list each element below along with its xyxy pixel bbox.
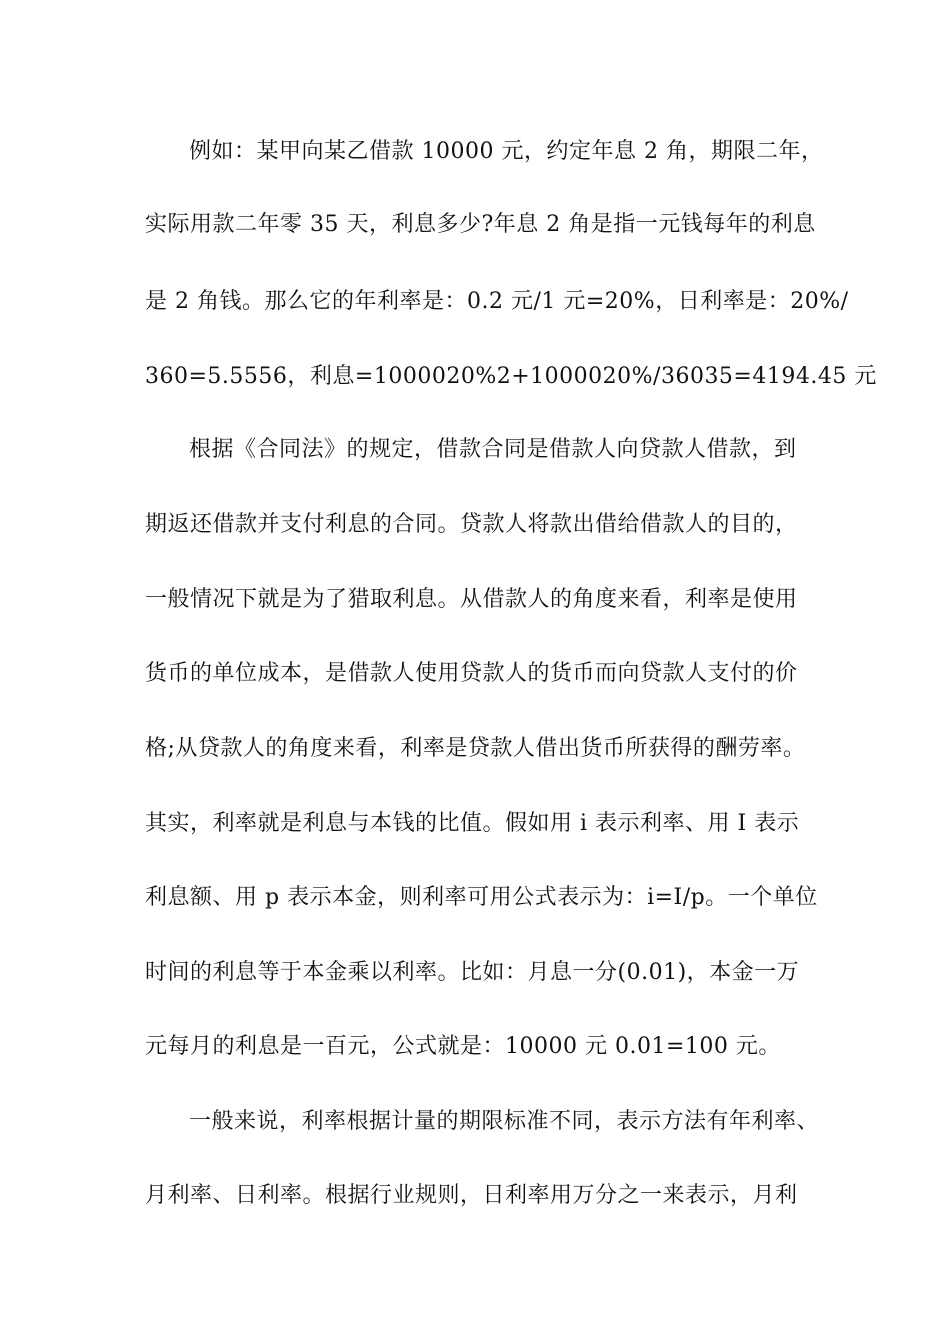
paragraph-2-line-1: 根据《合同法》的规定，借款合同是借款人向贷款人借款，到	[189, 437, 797, 462]
paragraph-2-line-3: 一般情况下就是为了猎取利息。从借款人的角度来看，利率是使用	[145, 587, 798, 612]
paragraph-2-line-2: 期返还借款并支付利息的合同。贷款人将款出借给借款人的目的，	[145, 512, 798, 537]
paragraph-2-line-9: 元每月的利息是一百元，公式就是：10000 元 0.01=100 元。	[145, 1034, 781, 1059]
paragraph-2-line-8: 时间的利息等于本金乘以利率。比如：月息一分(0.01)，本金一万	[145, 960, 800, 985]
paragraph-1-line-2: 实际用款二年零 35 天，利息多少?年息 2 角是指一元钱每年的利息	[145, 212, 816, 237]
paragraph-3-line-1: 一般来说，利率根据计量的期限标准不同，表示方法有年利率、	[189, 1109, 820, 1134]
paragraph-2-line-6: 其实，利率就是利息与本钱的比值。假如用 i 表示利率、用 I 表示	[145, 811, 800, 836]
paragraph-2-line-5: 格;从贷款人的角度来看，利率是贷款人借出货币所获得的酬劳率。	[145, 736, 806, 761]
paragraph-1-line-3: 是 2 角钱。那么它的年利率是：0.2 元/1 元=20%，日利率是：20%/	[145, 289, 849, 314]
paragraph-2-line-4: 货币的单位成本，是借款人使用贷款人的货币而向贷款人支付的价	[145, 661, 798, 686]
paragraph-1-line-1: 例如：某甲向某乙借款 10000 元，约定年息 2 角，期限二年，	[189, 139, 824, 164]
paragraph-1-line-4: 360=5.5556，利息=1000020%2+1000020%/36035=4194.45 元	[145, 364, 877, 389]
paragraph-2-line-7: 利息额、用 p 表示本金，则利率可用公式表示为：i=I/p。一个单位	[145, 885, 818, 910]
paragraph-3-line-2: 月利率、日利率。根据行业规则，日利率用万分之一来表示，月利	[145, 1183, 798, 1208]
